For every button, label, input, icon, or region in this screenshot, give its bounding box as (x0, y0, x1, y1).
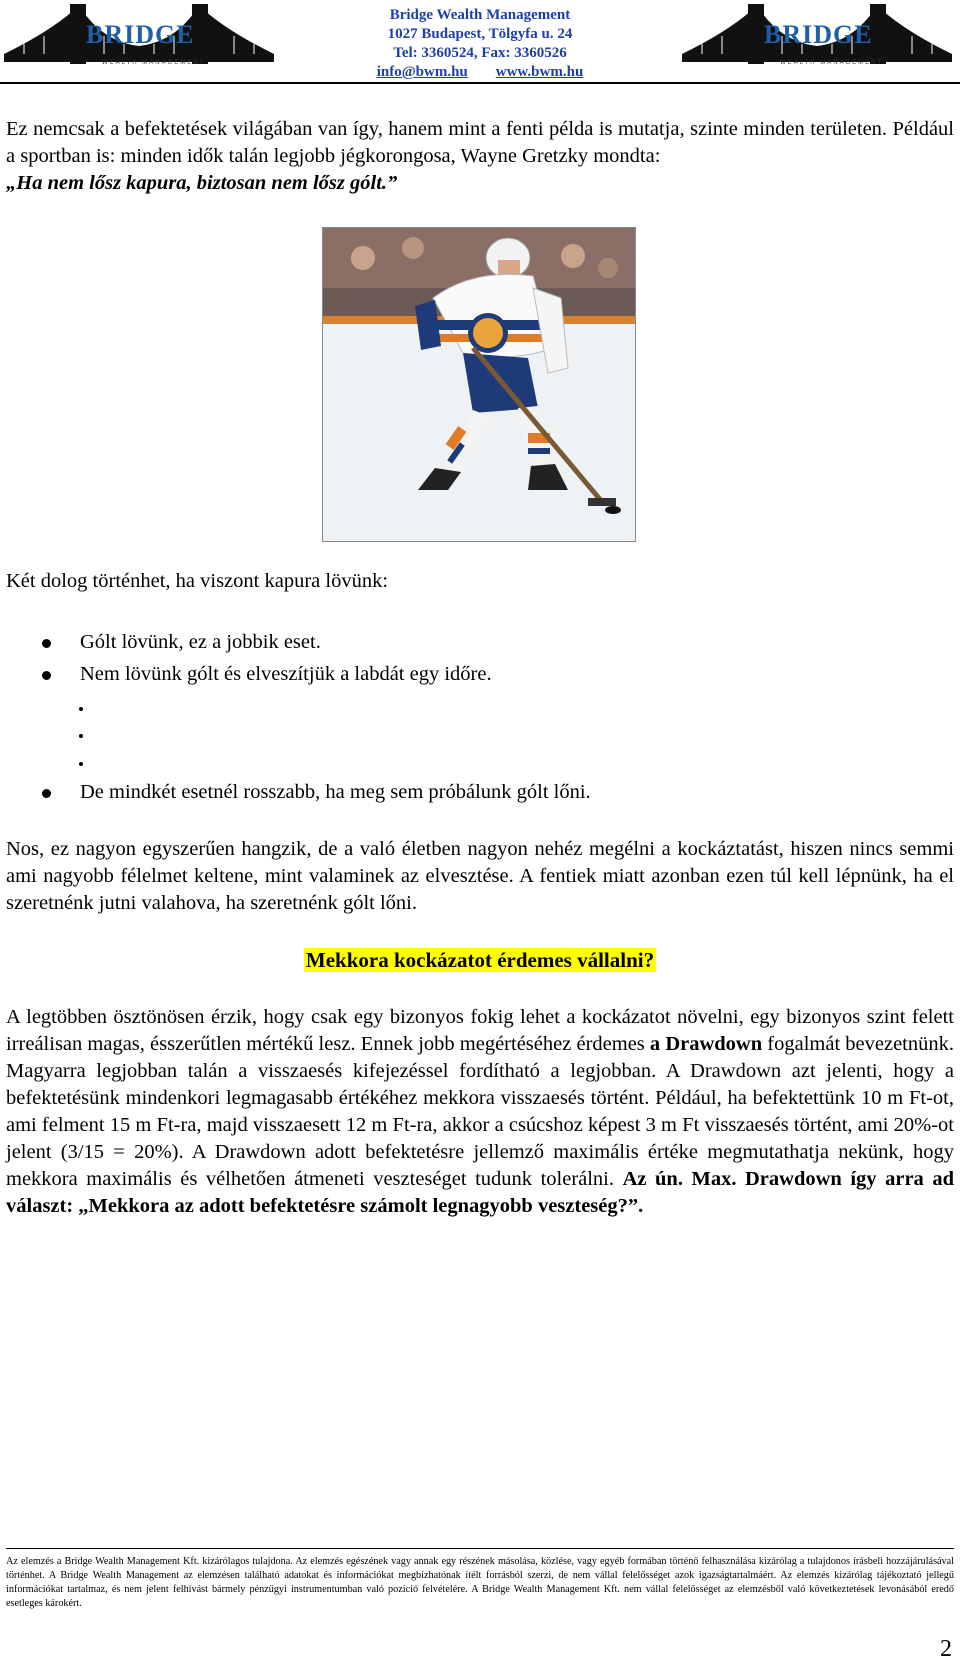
footer-divider (6, 1548, 954, 1549)
bullet-icon (42, 789, 51, 798)
intro-text: Ez nemcsak a befektetések világában van így, hanem mint a fenti példa is mutatja, szinte minden területen. Például a sportban is: minden idők talán legjobb jégkorongosa, Wayne Gretzky mondta: (6, 118, 954, 167)
ellipsis-dot (79, 707, 83, 711)
drawdown-term: a Drawdown (649, 1033, 763, 1055)
disclaimer-footer: Az elemzés a Bridge Wealth Management Kft. kizárólagos tulajdona. Az elemzés egészének vagy annak egy részének másolása, közlése, vagy egyéb formában történő felhasználása kizárólag a tulajdonos írásbeli hozzájárulásával történhet. A Bridge Wealth Management az elemzésen található adatokat és információkat megbízhatónak ítélt forrásból szerzi, de nem vállal felelősséget azok igazságtartalmáért. Az elemzés kizárólag tájékoztató jellegű információkat tartalmaz, és nem jelent felhívást bármely pénzügyi instrumentumban való pozíció felvételére. A Bridge Wealth Management Kft. nem vállal felelősséget az elemzésből való következtetések levonásából eredő esetleges károkért. (6, 1556, 954, 1609)
bullet-text: Gólt lövünk, ez a jobbik eset. (80, 631, 321, 653)
max-drawdown-definition: Az ún. Max. Drawdown így arra ad választ: „Mekkora az adott befektetésre számolt legnagyobb veszteség?”. (6, 1168, 955, 1217)
question-text: Mekkora kockázatot érdemes vállalni? (305, 948, 655, 972)
page-number: 2 (940, 1636, 952, 1662)
logo-subtext: WEALTH MANAGEMENT (102, 60, 206, 66)
logo-subtext: WEALTH MANAGEMENT (780, 60, 884, 66)
company-phone: Tel: 3360524, Fax: 3360526 (393, 45, 567, 61)
website-link[interactable]: www.bwm.hu (495, 64, 584, 80)
company-name: Bridge Wealth Management (389, 7, 571, 23)
company-logo-left (4, 2, 274, 74)
logo-brand-text: BRIDGE (86, 20, 195, 49)
company-logo-right (682, 2, 952, 74)
logo-brand-text: BRIDGE (764, 20, 873, 49)
email-link[interactable]: info@bwm.hu (376, 64, 468, 80)
page-header (0, 0, 960, 90)
company-address: 1027 Budapest, Tölgyfa u. 24 (387, 26, 573, 42)
paragraph-drawdown (6, 1004, 954, 1220)
highlighted-question (0, 947, 960, 974)
bullet-text: Nem lövünk gólt és elveszítjük a labdát egy időre. (80, 663, 492, 685)
bullet-icon (42, 639, 51, 648)
gretzky-quote: „Ha nem lősz kapura, biztosan nem lősz gólt.” (6, 172, 398, 194)
hockey-player-photo (322, 227, 636, 542)
ellipsis-dot (79, 762, 83, 766)
ellipsis-dot (79, 734, 83, 738)
intro-paragraph (6, 116, 954, 197)
paragraph-risk: Nos, ez nagyon egyszerűen hangzik, de a való életben nagyon nehéz megélni a kockáztatást, hiszen nincs semmi ami nagyobb félelmet keltene, mint valaminek az elvesztése. A fentiek miatt azonban ezen túl kell lépnünk, ha el szeretnénk jutni valahova, ha szeretnénk gólt lőni. (6, 838, 954, 914)
drawdown-text-2: fogalmát bevezetnünk. Magyarra legjobban talán a visszaesés kifejezéssel fordítható a legjobban. A Drawdown azt jelenti, hogy a befektetésünk mindenkori legmagasabb értékéhez mekkora visszaesés történt. Például, ha befektettünk 10 m Ft-ot, ami felment 15 m Ft-ra, majd visszaesett 12 m Ft-ra, akkor a csúcshoz képest 3 m Ft visszaesés történt, ami 20%-ot jelent (3/15 = 20%). A Drawdown adott befektetésre jellemző maximális értéke megmutathatja nekünk, hogy mekkora maximális és vélhetően átmeneti veszteséget tudunk tolerálni. (6, 1033, 954, 1190)
hockey-player-icon (323, 228, 635, 541)
bullet-text: De mindkét esetnél rosszabb, ha meg sem próbálunk gólt lőni. (80, 781, 591, 803)
drawdown-text-1: A legtöbben ösztönösen érzik, hogy csak egy bizonyos fokig lehet a kockázatot növelni, egy bizonyos szint felett irreálisan magas, ésszerűtlen mértékű lesz. Ennek jobb megértéséhez érdemes (6, 1006, 954, 1055)
two-things-intro: Két dolog történhet, ha viszont kapura lövünk: (6, 570, 389, 592)
bullet-icon (42, 671, 51, 680)
company-contact-block (330, 6, 630, 82)
header-divider (0, 82, 960, 84)
